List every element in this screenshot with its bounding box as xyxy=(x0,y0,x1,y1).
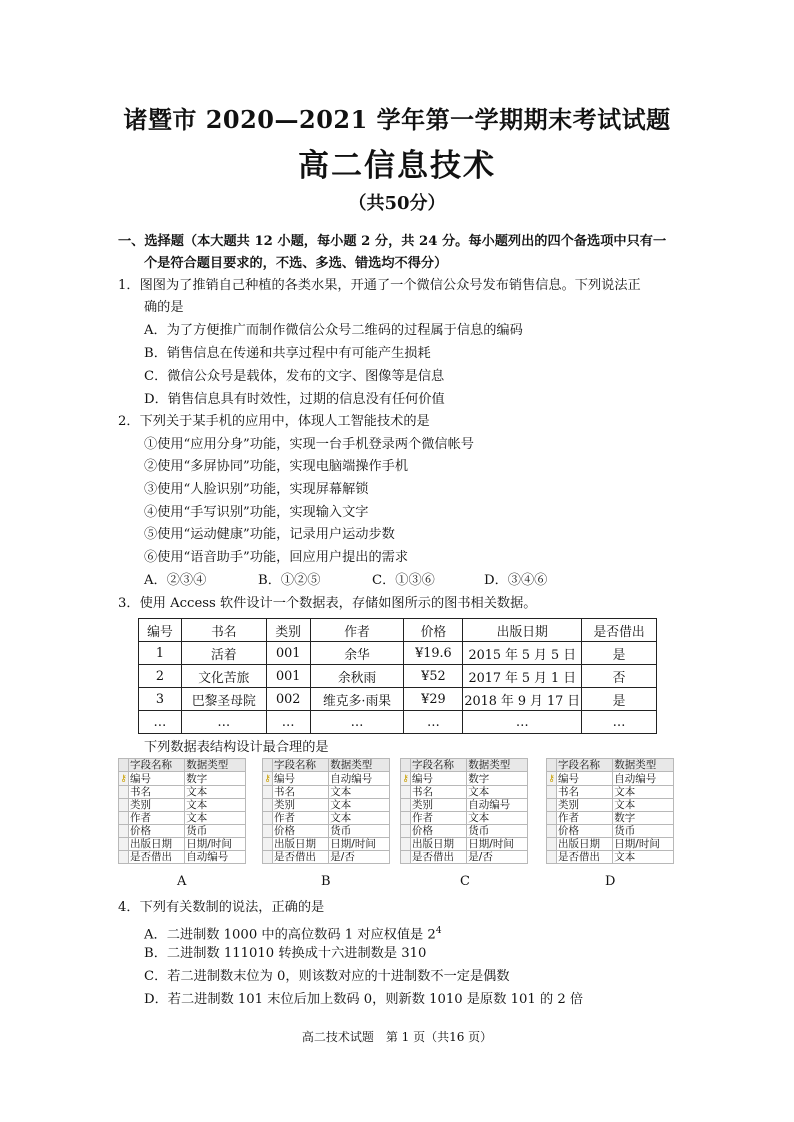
data-type-cell: 货币 xyxy=(613,825,674,838)
data-type-cell: 是/否 xyxy=(329,851,390,864)
row-selector xyxy=(547,772,557,786)
field-name-cell: 类别 xyxy=(557,799,613,812)
exam-title: 诸暨市 2020—2021 学年第一学期期末考试试题 xyxy=(123,105,671,134)
table-cell: ¥29 xyxy=(404,688,463,711)
row-selector xyxy=(263,799,273,812)
field-name-cell: 书名 xyxy=(129,786,185,799)
design-table xyxy=(546,758,674,864)
q2-stem: 2．下列关于某手机的应用中，体现人工智能技术的是 xyxy=(118,414,430,429)
table-row xyxy=(119,772,246,786)
table-cell: 001 xyxy=(266,642,310,665)
table-row xyxy=(401,812,528,825)
field-name-cell: 类别 xyxy=(273,799,329,812)
field-name-cell: 作者 xyxy=(129,812,185,825)
row-selector xyxy=(119,786,129,799)
table-cell: 巴黎圣母院 xyxy=(181,688,266,711)
table-cell: 001 xyxy=(266,665,310,688)
table-row xyxy=(139,665,657,688)
field-name-cell: 编号 xyxy=(273,772,329,786)
table-cell: … xyxy=(463,711,582,734)
design-a-label: A xyxy=(177,874,187,889)
design-header-row xyxy=(401,759,528,772)
field-name-cell: 是否借出 xyxy=(273,851,329,864)
data-type-cell: 文本 xyxy=(329,799,390,812)
design-header-row xyxy=(263,759,390,772)
data-type-cell: 日期/时间 xyxy=(185,838,246,851)
data-type-cell: 文本 xyxy=(467,812,528,825)
table-cell: … xyxy=(139,711,182,734)
q4-option-c: C．若二进制数末位为 0，则该数对应的十进制数不一定是偶数 xyxy=(144,969,510,984)
section-heading-line2: 个是符合题目要求的，不选、多选、错选均不得分） xyxy=(144,256,448,271)
table-row xyxy=(547,812,674,825)
q2-item-5: ⑤使用“运动健康”功能，记录用户运动步数 xyxy=(144,527,395,542)
table-row xyxy=(263,851,390,864)
data-type-cell: 文本 xyxy=(185,812,246,825)
data-type-cell: 文本 xyxy=(613,786,674,799)
table-row xyxy=(263,799,390,812)
field-name-cell: 价格 xyxy=(273,825,329,838)
data-type-cell: 是/否 xyxy=(467,851,528,864)
field-name-cell: 类别 xyxy=(129,799,185,812)
table-row xyxy=(263,825,390,838)
data-type-cell: 数字 xyxy=(185,772,246,786)
table-header-cell: 价格 xyxy=(404,619,463,642)
data-type-cell: 货币 xyxy=(185,825,246,838)
data-type-cell: 自动编号 xyxy=(467,799,528,812)
data-type-cell: 文本 xyxy=(613,799,674,812)
table-row xyxy=(263,772,390,786)
table-row xyxy=(119,838,246,851)
table-cell: 文化苦旅 xyxy=(181,665,266,688)
table-header-cell: 出版日期 xyxy=(463,619,582,642)
table-cell: 维克多·雨果 xyxy=(310,688,404,711)
row-selector xyxy=(401,772,411,786)
q3-stem: 3．使用 Access 软件设计一个数据表，存储如图所示的图书相关数据。 xyxy=(118,596,537,611)
design-b-label: B xyxy=(321,874,331,889)
subject-title: 高二信息技术 xyxy=(298,148,496,184)
table-cell: … xyxy=(266,711,310,734)
table-header-cell: 作者 xyxy=(310,619,404,642)
design-table xyxy=(262,758,390,864)
table-cell: … xyxy=(310,711,404,734)
key-icon: ⚷ xyxy=(120,774,127,784)
field-name-cell: 是否借出 xyxy=(129,851,185,864)
q2-item-6: ⑥使用“语音助手”功能，回应用户提出的需求 xyxy=(144,550,409,565)
table-row xyxy=(401,799,528,812)
table-row xyxy=(139,642,657,665)
q1-stem-line1: 1．图图为了推销自己种植的各类水果，开通了一个微信公众号发布销售信息。下列说法正 xyxy=(118,278,641,293)
key-icon: ⚷ xyxy=(548,774,555,784)
table-header-cell: 编号 xyxy=(139,619,182,642)
row-selector xyxy=(401,851,411,864)
field-name-cell: 出版日期 xyxy=(557,838,613,851)
table-header-row xyxy=(139,619,657,642)
q1-option-d: D．销售信息具有时效性，过期的信息没有任何价值 xyxy=(144,392,445,407)
table-row xyxy=(547,772,674,786)
design-table xyxy=(118,758,246,864)
table-row xyxy=(119,851,246,864)
q2-item-3: ③使用“人脸识别”功能，实现屏幕解锁 xyxy=(144,482,369,497)
field-name-cell: 作者 xyxy=(273,812,329,825)
field-name-cell: 价格 xyxy=(129,825,185,838)
field-name-cell: 出版日期 xyxy=(273,838,329,851)
key-icon: ⚷ xyxy=(402,774,409,784)
table-row xyxy=(401,825,528,838)
table-row xyxy=(119,786,246,799)
field-name-cell: 作者 xyxy=(411,812,467,825)
row-selector xyxy=(263,825,273,838)
q1-stem-line2: 确的是 xyxy=(144,300,184,315)
table-cell: … xyxy=(582,711,657,734)
table-cell: 活着 xyxy=(181,642,266,665)
table-row xyxy=(401,772,528,786)
row-selector xyxy=(263,786,273,799)
row-selector xyxy=(401,759,411,772)
design-header-cell: 字段名称 xyxy=(557,759,613,772)
design-d xyxy=(546,758,674,864)
table-cell: ¥19.6 xyxy=(404,642,463,665)
table-row xyxy=(547,838,674,851)
row-selector xyxy=(119,759,129,772)
table-cell: 2 xyxy=(139,665,182,688)
table-header-cell: 是否借出 xyxy=(582,619,657,642)
table-cell: 002 xyxy=(266,688,310,711)
table-cell: … xyxy=(404,711,463,734)
table-row xyxy=(401,851,528,864)
row-selector xyxy=(401,825,411,838)
design-header-row xyxy=(547,759,674,772)
table-row xyxy=(263,786,390,799)
key-icon: ⚷ xyxy=(264,774,271,784)
field-name-cell: 书名 xyxy=(411,786,467,799)
q1-option-c: C．微信公众号是载体，发布的文字、图像等是信息 xyxy=(144,369,445,384)
table-cell: 是 xyxy=(582,688,657,711)
data-type-cell: 文本 xyxy=(185,786,246,799)
table-row xyxy=(547,851,674,864)
design-header-cell: 字段名称 xyxy=(273,759,329,772)
q2-item-2: ②使用“多屏协同”功能，实现电脑端操作手机 xyxy=(144,459,409,474)
field-name-cell: 编号 xyxy=(129,772,185,786)
q4-option-a-exponent: 4 xyxy=(435,926,442,936)
field-name-cell: 作者 xyxy=(557,812,613,825)
field-name-cell: 是否借出 xyxy=(557,851,613,864)
section-heading-line1: 一、选择题（本大题共 12 小题，每小题 2 分，共 24 分。每小题列出的四个备选项中只有一 xyxy=(118,234,667,249)
design-b xyxy=(262,758,390,864)
design-header-cell: 数据类型 xyxy=(329,759,390,772)
table-cell: 是 xyxy=(582,642,657,665)
total-score: （共50分） xyxy=(348,193,446,214)
table-cell: 余秋雨 xyxy=(310,665,404,688)
field-name-cell: 编号 xyxy=(411,772,467,786)
design-header-cell: 字段名称 xyxy=(129,759,185,772)
q2-option-a: A．②③④ xyxy=(144,573,207,588)
design-header-cell: 数据类型 xyxy=(613,759,674,772)
field-name-cell: 书名 xyxy=(273,786,329,799)
books-table xyxy=(138,618,657,734)
q4-option-b: B．二进制数 111010 转换成十六进制数是 310 xyxy=(144,946,427,961)
design-c xyxy=(400,758,528,864)
table-row xyxy=(263,812,390,825)
field-name-cell: 书名 xyxy=(557,786,613,799)
q3-prompt: 下列数据表结构设计最合理的是 xyxy=(144,740,329,755)
data-type-cell: 数字 xyxy=(467,772,528,786)
field-name-cell: 是否借出 xyxy=(411,851,467,864)
q2-option-d: D．③④⑥ xyxy=(484,573,548,588)
field-name-cell: 价格 xyxy=(411,825,467,838)
q2-item-1: ①使用“应用分身”功能，实现一台手机登录两个微信帐号 xyxy=(144,437,474,452)
q4-option-d: D．若二进制数 101 末位后加上数码 0，则新数 1010 是原数 101 的 2 倍 xyxy=(144,992,584,1007)
design-header-cell: 字段名称 xyxy=(411,759,467,772)
table-cell: 2015 年 5 月 5 日 xyxy=(463,642,582,665)
table-row xyxy=(547,825,674,838)
table-row xyxy=(119,799,246,812)
row-selector xyxy=(119,838,129,851)
design-table xyxy=(400,758,528,864)
design-d-label: D xyxy=(605,874,616,889)
table-cell: 3 xyxy=(139,688,182,711)
table-cell: ¥52 xyxy=(404,665,463,688)
table-row xyxy=(139,688,657,711)
table-row xyxy=(401,786,528,799)
q2-option-b: B．①②⑤ xyxy=(258,573,321,588)
page-footer: 高二技术试题 第 1 页（共16 页） xyxy=(301,1030,493,1044)
data-type-cell: 文本 xyxy=(467,786,528,799)
row-selector xyxy=(401,786,411,799)
table-cell: … xyxy=(181,711,266,734)
data-type-cell: 自动编号 xyxy=(329,772,390,786)
table-row xyxy=(263,838,390,851)
table-cell: 否 xyxy=(582,665,657,688)
q4-option-a xyxy=(144,921,442,945)
row-selector xyxy=(263,812,273,825)
data-type-cell: 数字 xyxy=(613,812,674,825)
table-row xyxy=(547,786,674,799)
row-selector xyxy=(119,799,129,812)
table-row xyxy=(401,838,528,851)
row-selector xyxy=(263,759,273,772)
table-cell: 2018 年 9 月 17 日 xyxy=(463,688,582,711)
row-selector xyxy=(547,799,557,812)
table-row xyxy=(119,825,246,838)
design-header-row xyxy=(119,759,246,772)
data-type-cell: 日期/时间 xyxy=(613,838,674,851)
table-row xyxy=(119,812,246,825)
data-type-cell: 货币 xyxy=(329,825,390,838)
row-selector xyxy=(263,772,273,786)
field-name-cell: 出版日期 xyxy=(129,838,185,851)
field-name-cell: 出版日期 xyxy=(411,838,467,851)
design-header-cell: 数据类型 xyxy=(467,759,528,772)
design-c-label: C xyxy=(460,874,470,889)
row-selector xyxy=(401,838,411,851)
table-cell: 2017 年 5 月 1 日 xyxy=(463,665,582,688)
row-selector xyxy=(263,851,273,864)
data-type-cell: 日期/时间 xyxy=(467,838,528,851)
q2-option-c: C．①③⑥ xyxy=(372,573,435,588)
row-selector xyxy=(547,825,557,838)
q1-option-a: A．为了方便推广而制作微信公众号二维码的过程属于信息的编码 xyxy=(144,323,523,338)
q2-item-4: ④使用“手写识别”功能，实现输入文字 xyxy=(144,505,369,520)
data-type-cell: 日期/时间 xyxy=(329,838,390,851)
design-header-cell: 数据类型 xyxy=(185,759,246,772)
data-type-cell: 文本 xyxy=(329,812,390,825)
row-selector xyxy=(547,812,557,825)
table-row xyxy=(547,799,674,812)
row-selector xyxy=(547,786,557,799)
data-type-cell: 文本 xyxy=(613,851,674,864)
row-selector xyxy=(119,772,129,786)
design-a xyxy=(118,758,246,864)
row-selector xyxy=(119,812,129,825)
row-selector xyxy=(119,851,129,864)
row-selector xyxy=(547,851,557,864)
q4-option-a-text: A．二进制数 1000 中的高位数码 1 对应权值是 2 xyxy=(144,927,436,943)
table-cell: 余华 xyxy=(310,642,404,665)
row-selector xyxy=(263,838,273,851)
q1-option-b: B．销售信息在传递和共享过程中有可能产生损耗 xyxy=(144,346,431,361)
data-type-cell: 文本 xyxy=(329,786,390,799)
table-cell: 1 xyxy=(139,642,182,665)
field-name-cell: 类别 xyxy=(411,799,467,812)
data-type-cell: 货币 xyxy=(467,825,528,838)
table-row xyxy=(139,711,657,734)
field-name-cell: 编号 xyxy=(557,772,613,786)
row-selector xyxy=(401,812,411,825)
table-header-cell: 书名 xyxy=(181,619,266,642)
data-type-cell: 自动编号 xyxy=(613,772,674,786)
row-selector xyxy=(547,759,557,772)
row-selector xyxy=(401,799,411,812)
field-name-cell: 价格 xyxy=(557,825,613,838)
table-header-cell: 类别 xyxy=(266,619,310,642)
row-selector xyxy=(119,825,129,838)
q4-stem: 4．下列有关数制的说法，正确的是 xyxy=(118,900,325,915)
row-selector xyxy=(547,838,557,851)
data-type-cell: 自动编号 xyxy=(185,851,246,864)
data-type-cell: 文本 xyxy=(185,799,246,812)
